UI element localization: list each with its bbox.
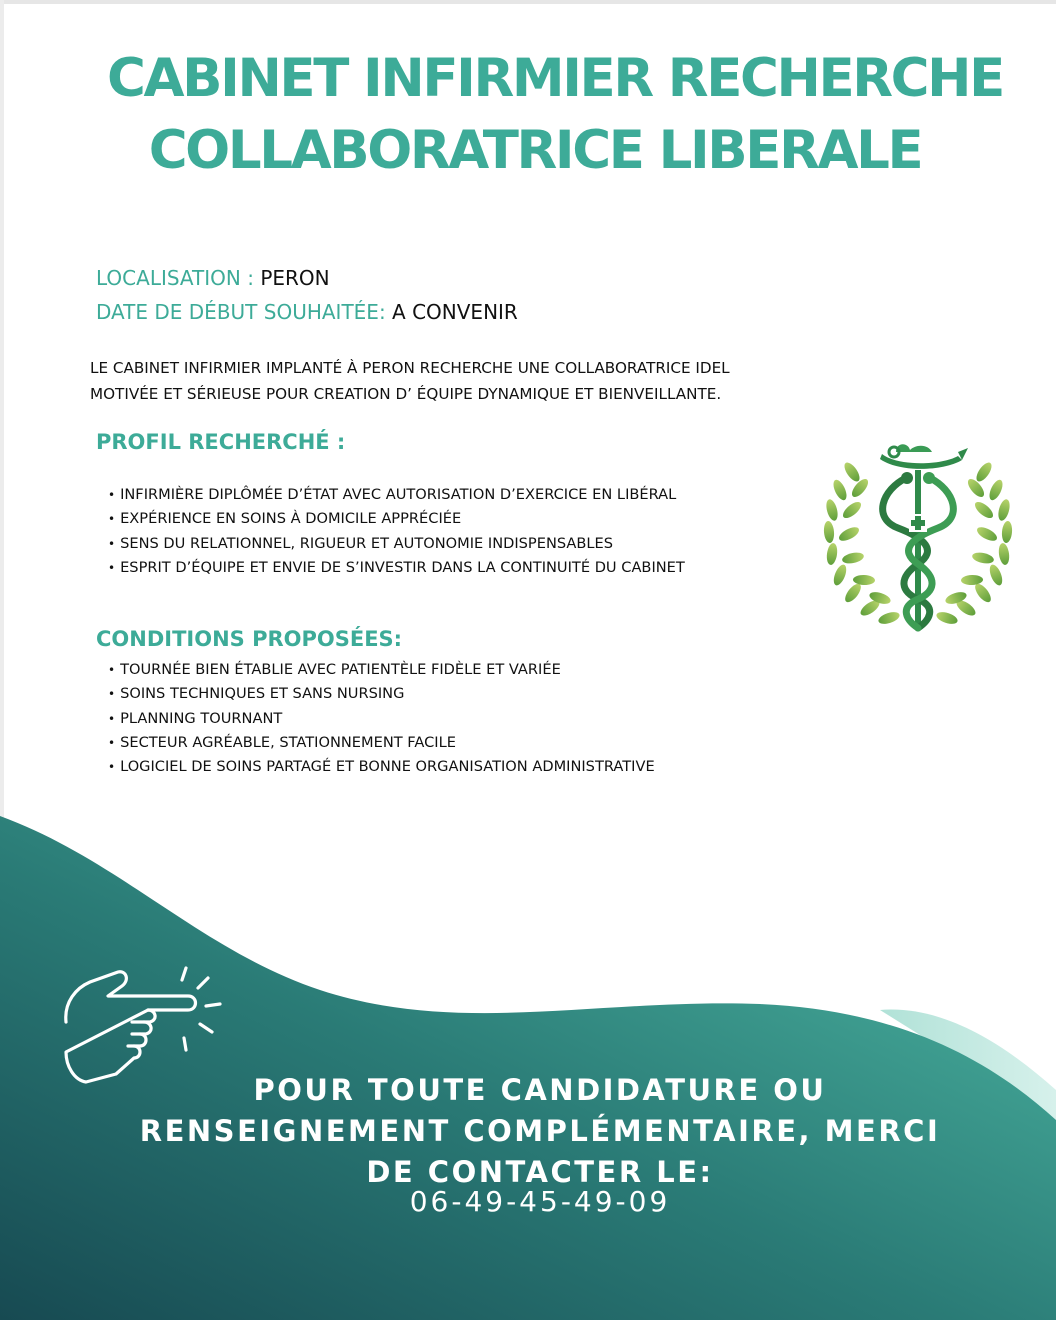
laurel-right xyxy=(935,460,1013,626)
contact-text xyxy=(100,1070,980,1193)
list-item: • SECTEUR AGRÉABLE, STATIONNEMENT FACILE xyxy=(108,731,655,755)
location-row xyxy=(96,268,330,288)
contact-line-3: DE CONTACTER LE: xyxy=(366,1155,714,1189)
caduceus-laurel-emblem-icon xyxy=(812,432,1024,647)
title-line-1: CABINET INFIRMIER RECHERCHE xyxy=(107,48,1003,109)
list-item: • TOURNÉE BIEN ÉTABLIE AVEC PATIENTÈLE FIDÈLE ET VARIÉE xyxy=(108,658,655,682)
conditions-list xyxy=(108,658,655,779)
intro-paragraph xyxy=(90,355,890,407)
start-date-row xyxy=(96,302,518,322)
list-item: • INFIRMIÈRE DIPLÔMÉE D’ÉTAT AVEC AUTORISATION D’EXERCICE EN LIBÉRAL xyxy=(108,483,685,507)
conditions-heading: CONDITIONS PROPOSÉES: xyxy=(96,627,403,651)
profile-list xyxy=(108,483,685,580)
title-line-2: COLLABORATRICE LIBERALE xyxy=(148,120,922,181)
lamp-icon xyxy=(880,444,968,469)
list-item: • PLANNING TOURNANT xyxy=(108,707,655,731)
phone-number[interactable]: 06-49-45-49-09 xyxy=(409,1185,671,1218)
cross-icon xyxy=(909,514,927,532)
location-value: PERON xyxy=(260,266,330,290)
location-label: LOCALISATION : xyxy=(96,266,261,290)
contact-line-1: POUR TOUTE CANDIDATURE OU xyxy=(253,1073,827,1107)
start-date-value: A CONVENIR xyxy=(392,300,518,324)
caduceus-rod xyxy=(915,470,921,630)
top-border xyxy=(0,0,1056,4)
intro-line-1: LE CABINET INFIRMIER IMPLANTÉ À PERON RECHERCHE UNE COLLABORATRICE IDEL xyxy=(90,359,730,377)
start-date-label: DATE DE DÉBUT SOUHAITÉE: xyxy=(96,300,393,324)
list-item: • EXPÉRIENCE EN SOINS À DOMICILE APPRÉCIÉE xyxy=(108,507,685,531)
profile-heading: PROFIL RECHERCHÉ : xyxy=(96,430,346,454)
list-item: • SENS DU RELATIONNEL, RIGUEUR ET AUTONOMIE INDISPENSABLES xyxy=(108,532,685,556)
list-item: • LOGICIEL DE SOINS PARTAGÉ ET BONNE ORGANISATION ADMINISTRATIVE xyxy=(108,755,655,779)
list-item: • SOINS TECHNIQUES ET SANS NURSING xyxy=(108,682,655,706)
contact-line-2: RENSEIGNEMENT COMPLÉMENTAIRE, MERCI xyxy=(139,1114,941,1148)
intro-line-2: MOTIVÉE ET SÉRIEUSE POUR CREATION D’ ÉQUIPE DYNAMIQUE ET BIENVEILLANTE. xyxy=(90,385,722,403)
laurel-left xyxy=(823,460,901,626)
list-item: • ESPRIT D’ÉQUIPE ET ENVIE DE S’INVESTIR DANS LA CONTINUITÉ DU CABINET xyxy=(108,556,685,580)
